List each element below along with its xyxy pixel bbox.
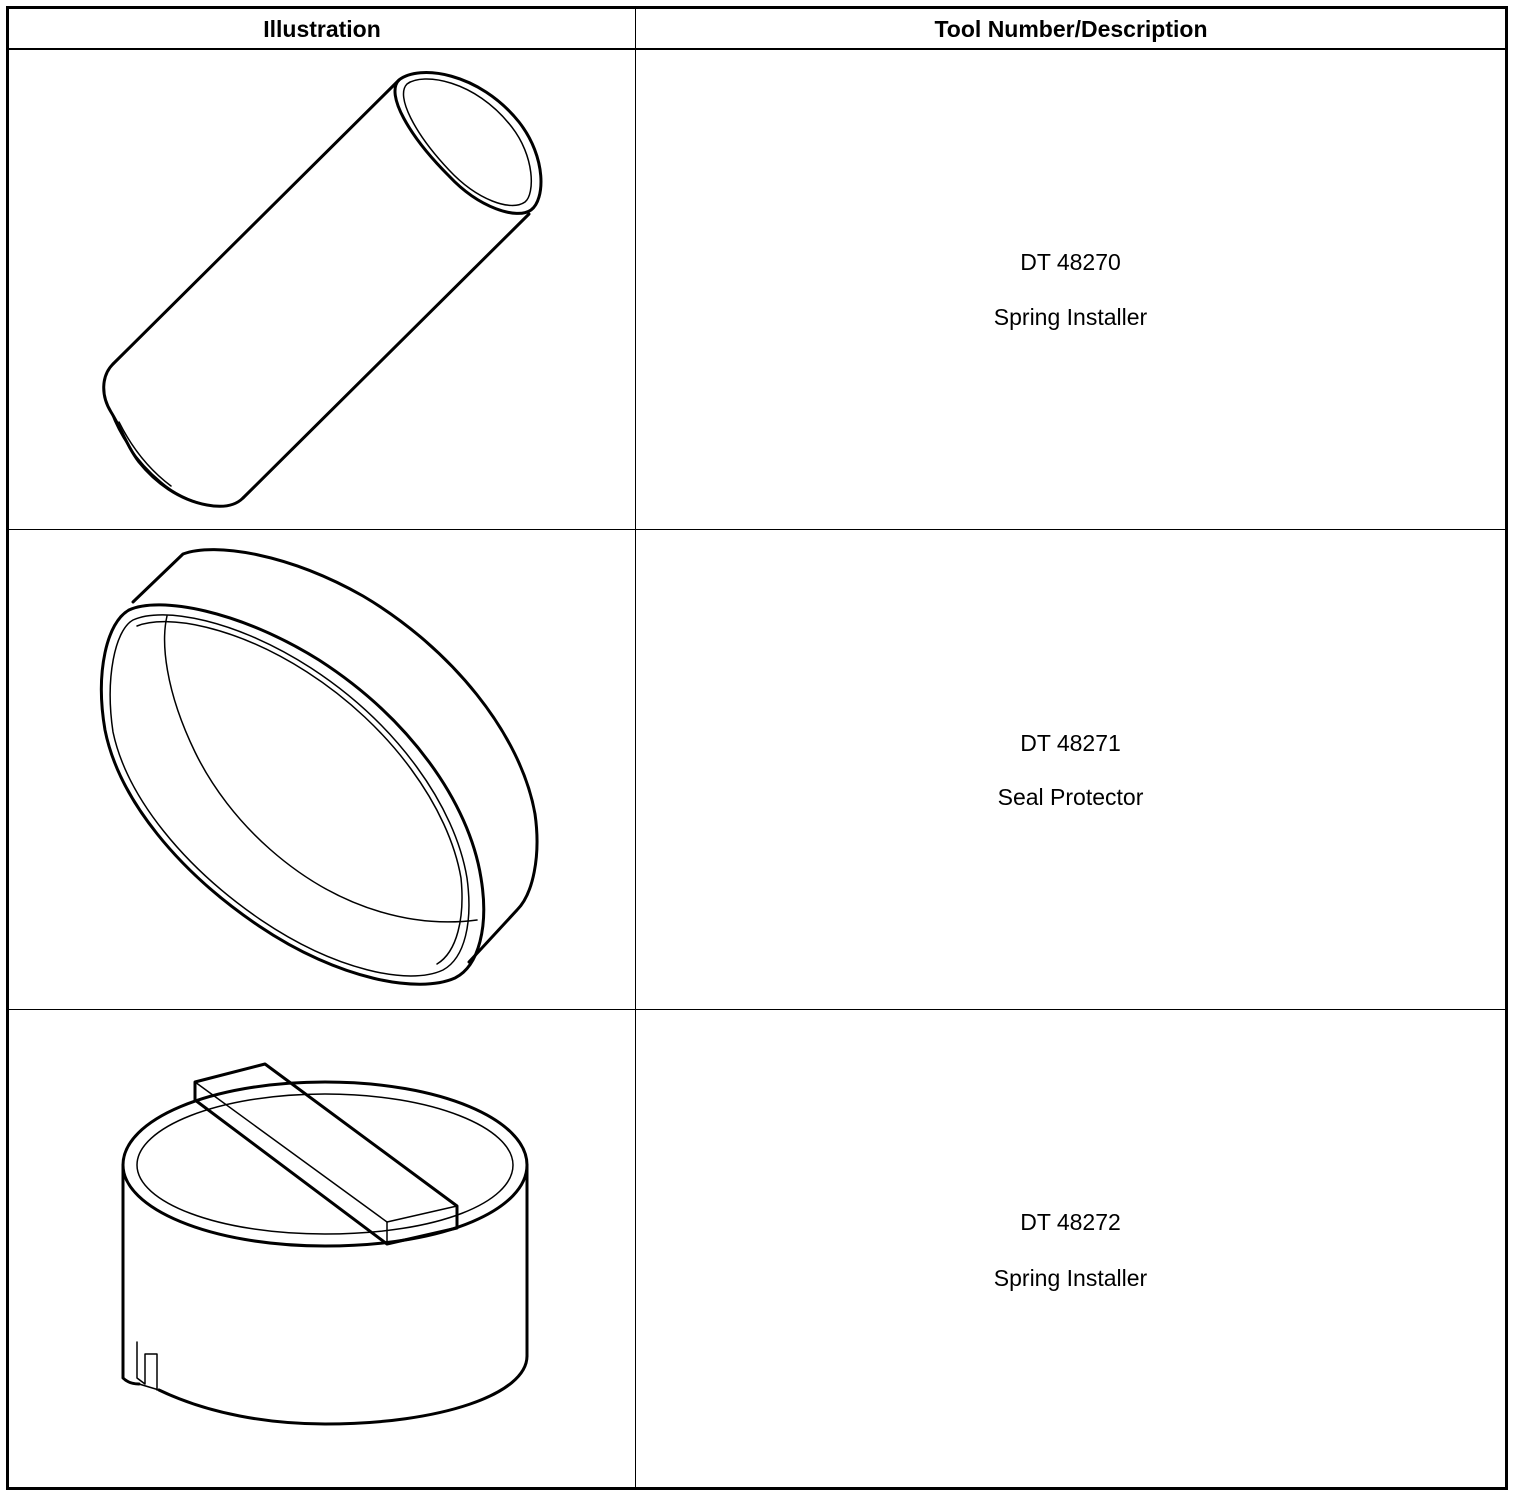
table-row	[9, 50, 1505, 530]
illustration-cell	[9, 1010, 635, 1487]
table-row	[9, 530, 1505, 1010]
tool-number: DT 48270	[1020, 249, 1121, 275]
special-tools-table	[6, 6, 1508, 1490]
cylinder-tool-illustration	[9, 50, 635, 530]
illustration-cell	[9, 50, 635, 529]
tool-description: Spring Installer	[993, 304, 1148, 330]
tool-description-cell	[636, 530, 1505, 1009]
table-header-row	[9, 9, 1505, 50]
ring-tool-illustration	[9, 530, 635, 1010]
tool-description-cell	[636, 50, 1505, 529]
header-illustration: Illustration	[263, 16, 381, 42]
illustration-cell	[9, 530, 635, 1009]
header-tool-number-description: Tool Number/Description	[934, 16, 1208, 42]
puck-with-bar-tool-illustration	[9, 1010, 635, 1490]
table-row	[9, 1010, 1505, 1487]
tool-description: Seal Protector	[997, 784, 1144, 810]
tool-description: Spring Installer	[993, 1265, 1148, 1291]
tool-description-cell	[636, 1010, 1505, 1487]
tool-number: DT 48272	[1020, 1209, 1121, 1235]
tool-number: DT 48271	[1020, 730, 1121, 756]
